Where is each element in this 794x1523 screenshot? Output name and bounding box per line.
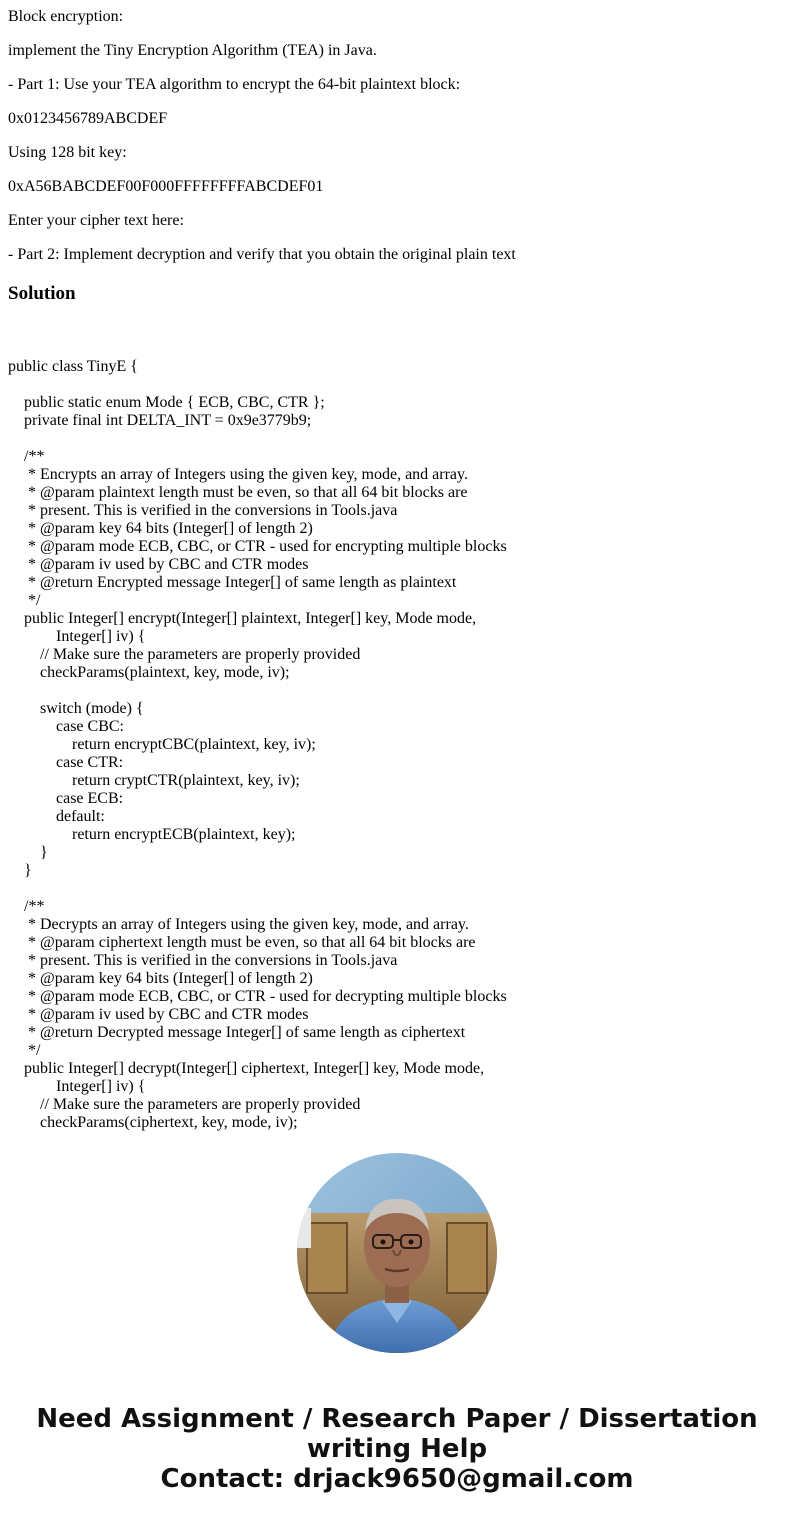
- key-label: Using 128 bit key:: [8, 144, 127, 161]
- cipher-prompt: Enter your cipher text here:: [8, 212, 184, 229]
- solution-heading: Solution: [8, 283, 76, 304]
- solution-code: public class TinyE { public static enum Mode { ECB, CBC, CTR }; private final int DELTA_INT = 0x9e3779b9; /** * Encrypts an array of Integers using the given key, mode, and array. * @param plaintext length must be even, so that all 64 bit blocks are * present. This is verified in the conversions in Tools.java * @param key 64 bits (Integer[] of length 2) * @param mode ECB, CBC, or CTR - used for encrypting multiple blocks * @param iv used by CBC and CTR modes * @return Encrypted message Integer[] of same length as plaintext */ public Integer[] encrypt(Integer[] plaintext, Integer[] key, Mode mode, Integer[] iv) { // Make sure the parameters are properly provided checkParams(plaintext, key, mode, iv); switch (mode) { case CBC: return encryptCBC(plaintext, key, iv); case CTR: return cryptCTR(plaintext, key, iv); case ECB: default: return encryptECB(plaintext, key); } } /** * Decrypts an array of Integers using the given key, mode, and array. * @param ciphertext length must be even, so that all 64 bit blocks are * present. This is verified in the conversions in Tools.java * @param key 64 bits (Integer[] of length 2) * @param mode ECB, CBC, or CTR - used for decrypting multiple blocks * @param iv used by CBC and CTR modes * @return Decrypted message Integer[] of same length as ciphertext */ public Integer[] decrypt(Integer[] ciphertext, Integer[] key, Mode mode, Integer[] iv) { // Make sure the parameters are properly provided checkParams(ciphertext, key, mode, iv);: [8, 358, 507, 1131]
- question-title: Block encryption:: [8, 8, 124, 25]
- question-instruction: implement the Tiny Encryption Algorithm (TEA) in Java.: [8, 42, 377, 59]
- plaintext-block: 0x0123456789ABCDEF: [8, 110, 168, 127]
- author-photo: [297, 1153, 497, 1353]
- footer-banner: [0, 1404, 794, 1494]
- author-portrait-icon: [297, 1153, 497, 1353]
- footer-line-2: writing Help: [306, 1434, 488, 1464]
- key-value: 0xA56BABCDEF00F000FFFFFFFFABCDEF01: [8, 178, 324, 195]
- question-part2: - Part 2: Implement decryption and verify that you obtain the original plain text: [8, 246, 516, 263]
- footer-contact: Contact: drjack9650@gmail.com: [160, 1464, 634, 1494]
- footer-line-1: Need Assignment / Research Paper / Dissertation: [36, 1404, 758, 1434]
- question-part1: - Part 1: Use your TEA algorithm to encrypt the 64-bit plaintext block:: [8, 76, 461, 93]
